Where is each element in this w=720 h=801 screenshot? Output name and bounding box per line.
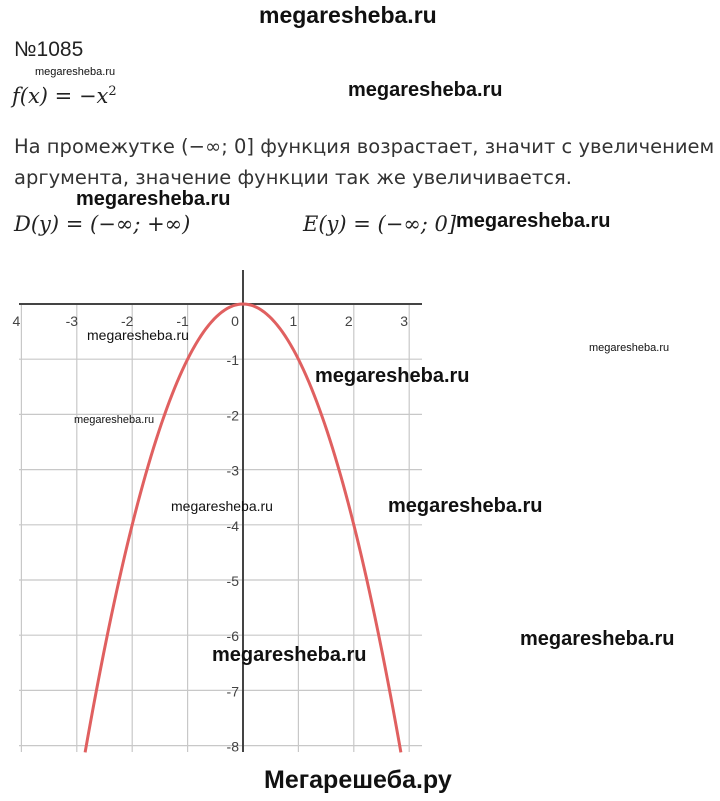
x-tick-label: -3 xyxy=(65,313,79,329)
x-tick-label: 3 xyxy=(400,313,409,329)
watermark-small: megaresheba.ru xyxy=(35,66,116,78)
x-tick-label: 1 xyxy=(289,313,298,329)
watermark: megaresheba.ru xyxy=(348,79,503,101)
footer-watermark: Мегарешеба.ру xyxy=(264,766,452,794)
watermark: megaresheba.ru xyxy=(171,498,273,514)
explanation-line-1: На промежутке (−∞; 0] функция возрастает, значит с увеличением xyxy=(14,135,715,158)
watermark: megaresheba.ru xyxy=(589,342,670,354)
y-tick-label: -3 xyxy=(226,462,239,479)
watermark: megaresheba.ru xyxy=(520,628,675,650)
formula-text: f(x) = −x xyxy=(12,84,109,108)
y-tick-label: -8 xyxy=(226,738,239,755)
y-tick-label: -7 xyxy=(226,683,239,700)
y-tick-label: -1 xyxy=(226,352,239,369)
x-tick-label: 2 xyxy=(344,313,353,329)
watermark: megaresheba.ru xyxy=(212,644,367,666)
watermark: megaresheba.ru xyxy=(456,210,611,232)
x-tick-label: 0 xyxy=(231,313,239,329)
explanation-line-2: аргумента, значение функции так же увеличивается. xyxy=(14,166,572,189)
y-tick-label: -4 xyxy=(226,517,239,534)
y-tick-label: -6 xyxy=(226,628,239,645)
watermark: megaresheba.ru xyxy=(315,365,470,387)
watermark: megaresheba.ru xyxy=(76,188,231,210)
watermark: megaresheba.ru xyxy=(87,327,189,343)
y-tick-label: -5 xyxy=(226,573,239,589)
range-text: E(y) = (−∞; 0] xyxy=(303,212,457,236)
problem-number: №1085 xyxy=(14,38,84,61)
x-tick-label: -2 xyxy=(120,313,134,329)
header-watermark: megaresheba.ru xyxy=(259,2,437,28)
domain-text: D(y) = (−∞; +∞) xyxy=(14,212,191,236)
x-tick-label: -1 xyxy=(176,313,189,329)
y-tick-label: -2 xyxy=(226,407,239,424)
x-tick-label: 4 xyxy=(12,313,21,329)
watermark: megaresheba.ru xyxy=(74,414,155,426)
formula-exponent: 2 xyxy=(108,84,117,99)
watermark: megaresheba.ru xyxy=(388,495,543,517)
